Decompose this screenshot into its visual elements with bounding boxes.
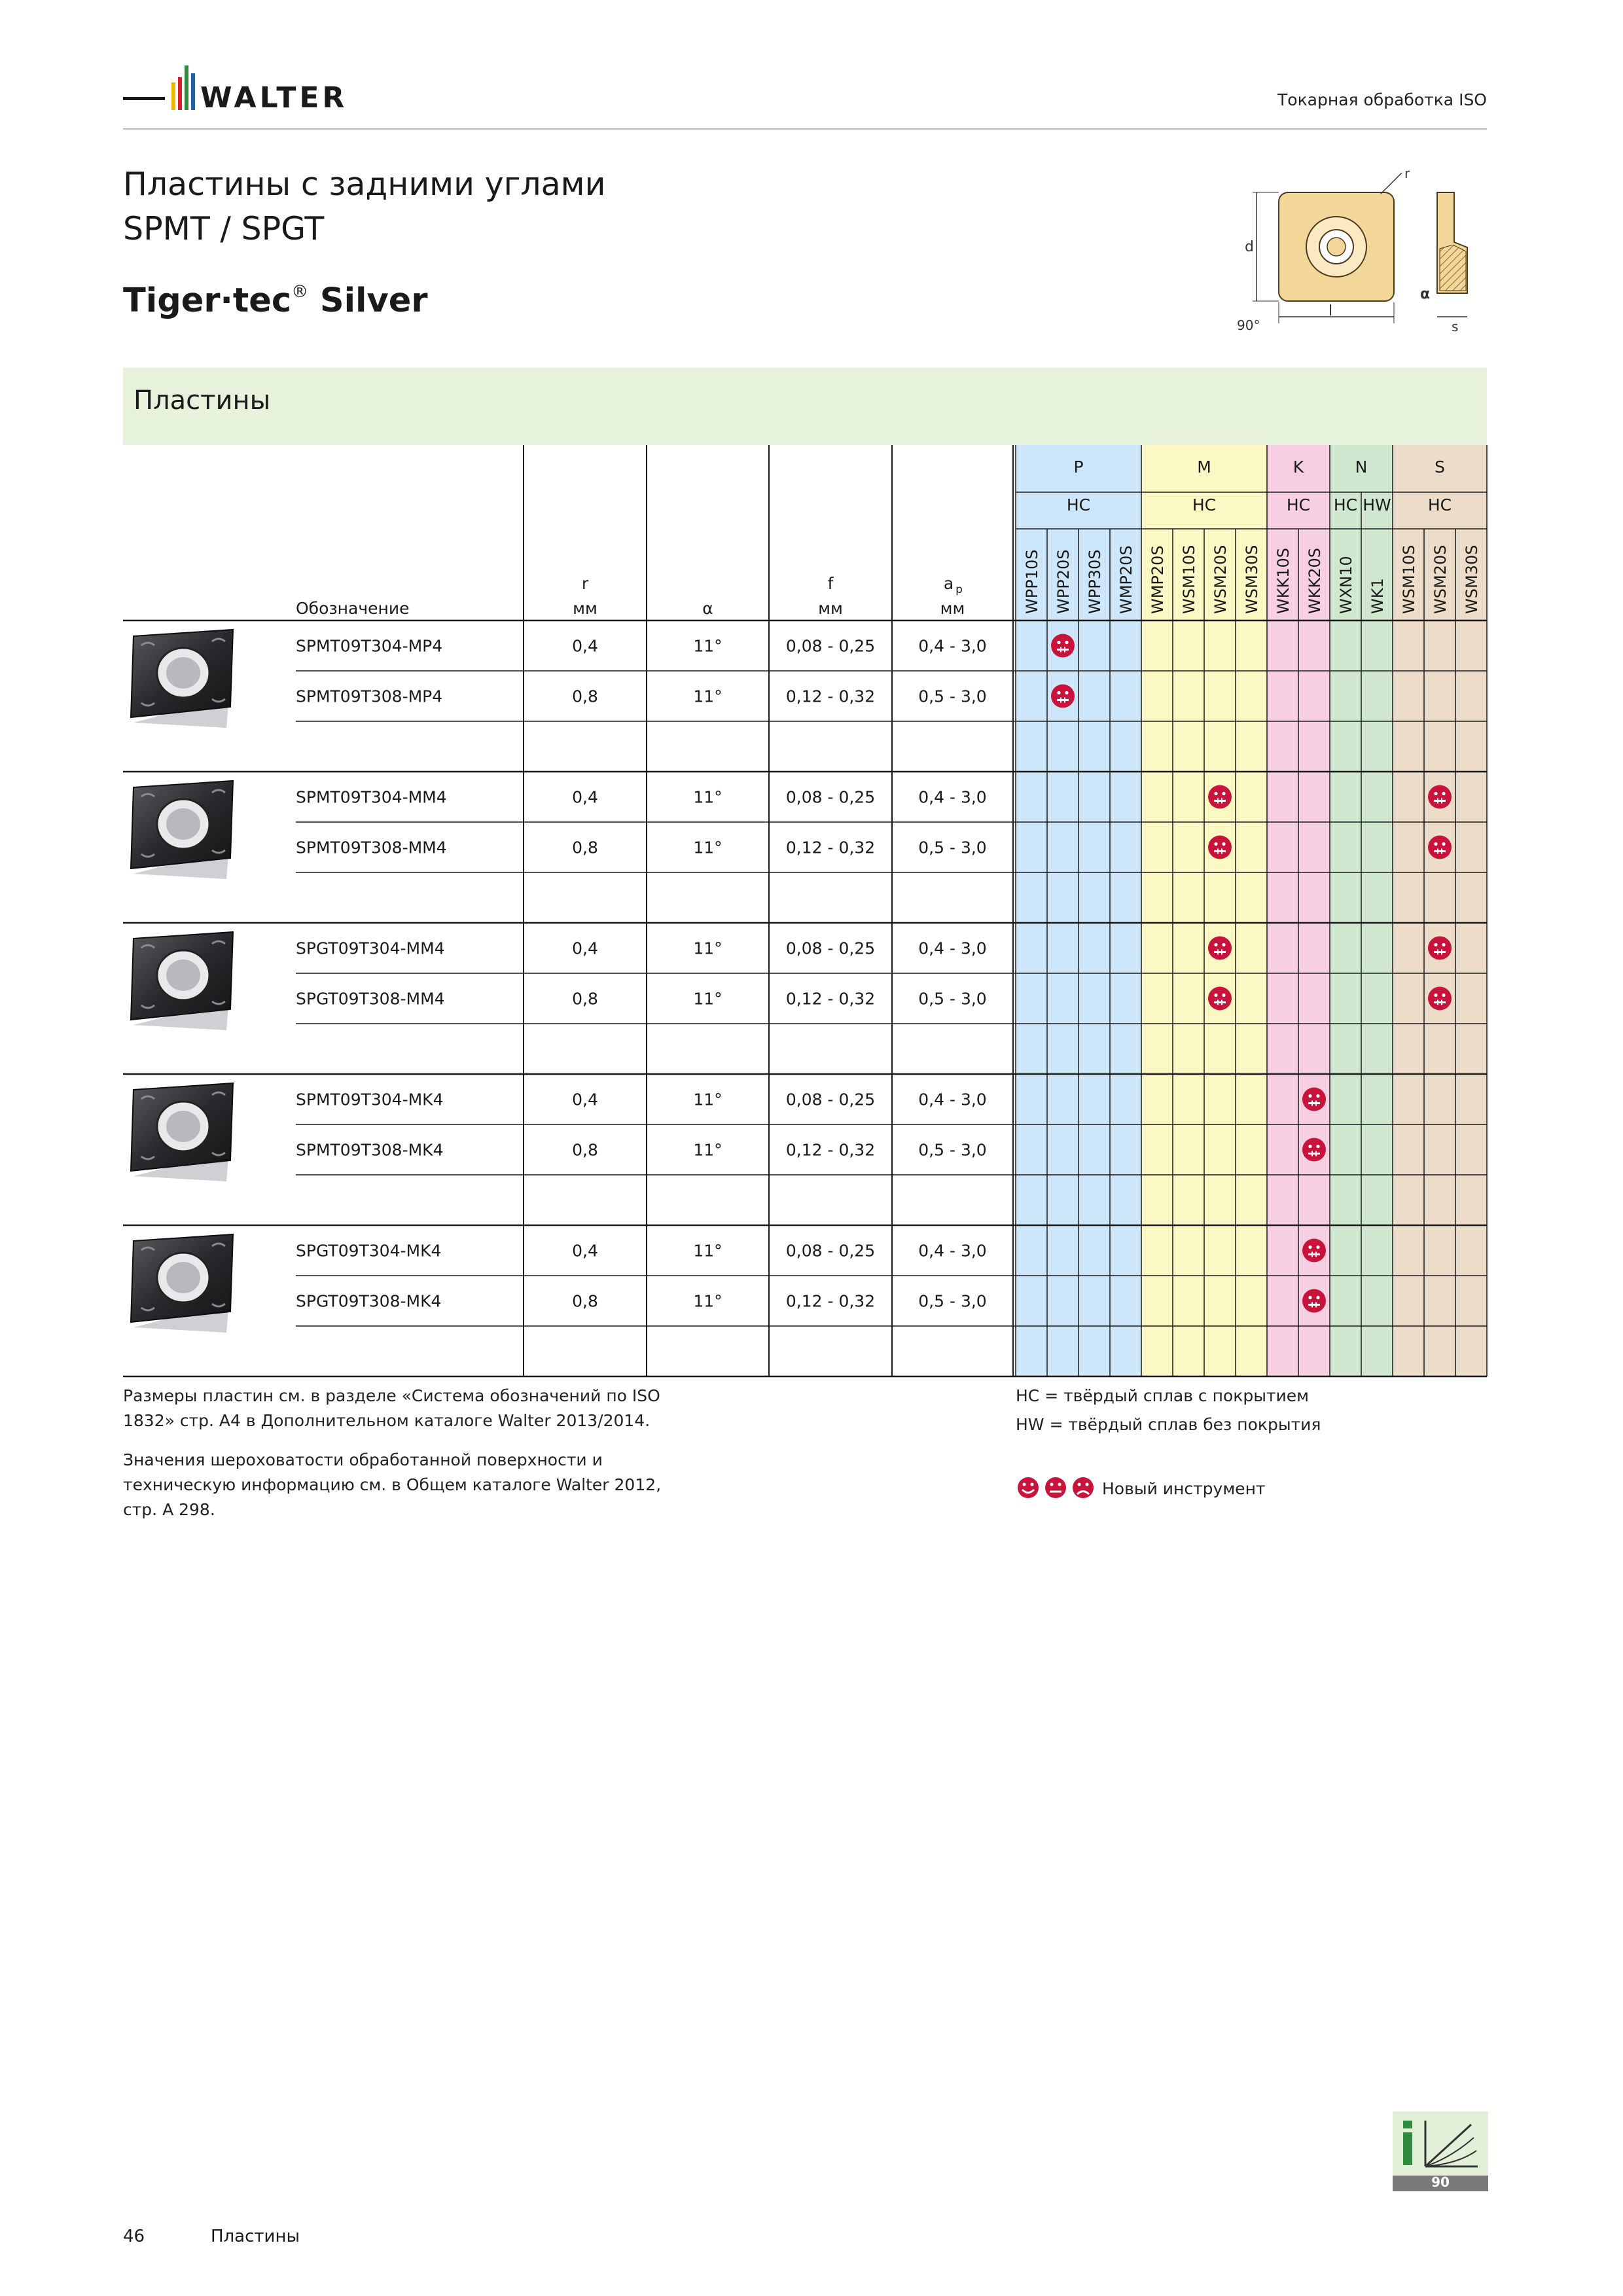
group-letter-K: K <box>1293 457 1304 476</box>
row-f: 0,12 - 0,32 <box>785 687 876 706</box>
header-r: r <box>581 574 589 593</box>
group-coating: HC <box>1333 495 1358 514</box>
header-ap-sub: p <box>955 583 963 596</box>
registered-mark: ® <box>291 282 309 302</box>
row-r: 0,8 <box>572 1140 598 1160</box>
smiley-happy-icon <box>1018 1477 1039 1498</box>
new-tool-mark-icon <box>1428 937 1452 960</box>
new-tool-mark-icon <box>1428 987 1452 1011</box>
new-tool-mark-icon <box>1208 937 1232 960</box>
new-tool-mark-icon <box>1208 836 1232 859</box>
new-tool-mark-icon <box>1208 987 1232 1011</box>
row-ap: 0,5 - 3,0 <box>918 989 987 1009</box>
row-ap: 0,5 - 3,0 <box>918 1140 987 1160</box>
row-designation: SPGT09T304-MM4 <box>296 939 445 958</box>
insert-photo <box>131 1234 233 1333</box>
row-alpha: 11° <box>693 787 722 807</box>
grade-name: WSM30S <box>1243 545 1261 614</box>
group-letter-S: S <box>1435 457 1445 476</box>
new-tool-mark-icon <box>1302 1289 1326 1313</box>
insert-photo <box>131 1083 233 1181</box>
group-letter-N: N <box>1355 457 1368 476</box>
note-iso-designation: Размеры пластин см. в разделе «Система обозначений по ISO 1832» стр. A4 в Дополнительном каталоге Walter 2013/2014. <box>123 1386 660 1430</box>
drawing-label-l: l <box>1329 303 1333 319</box>
row-designation: SPGT09T308-MM4 <box>296 989 445 1009</box>
grade-name: WKK10S <box>1274 548 1293 614</box>
header-section-label: Токарная обработка ISO <box>1277 90 1487 109</box>
row-alpha: 11° <box>693 687 722 706</box>
row-ap: 0,4 - 3,0 <box>918 636 987 656</box>
row-alpha: 11° <box>693 1140 722 1160</box>
row-designation: SPMT09T304-MM4 <box>296 787 447 807</box>
header-f: f <box>827 574 834 593</box>
row-alpha: 11° <box>693 1090 722 1109</box>
group-coating: HC <box>1427 495 1452 514</box>
page-title-line1: Пластины с задними углами <box>123 166 606 203</box>
grade-name: WSM30S <box>1463 545 1481 614</box>
footer-section: Пластины <box>211 2227 300 2246</box>
row-f: 0,08 - 0,25 <box>785 636 876 656</box>
row-designation: SPGT09T304-MK4 <box>296 1241 442 1261</box>
row-r: 0,8 <box>572 687 598 706</box>
grade-name: WPP30S <box>1086 549 1104 614</box>
drawing-label-r: r <box>1404 166 1410 181</box>
grade-name: WPP10S <box>1023 549 1041 614</box>
group-coating: HC <box>1286 495 1311 514</box>
grade-name: WPP20S <box>1054 549 1073 614</box>
product-line-name: Tiger·tec <box>123 281 292 320</box>
header-alpha: α <box>702 599 713 618</box>
section-title: Пластины <box>134 386 271 416</box>
header-f-unit: мм <box>818 599 843 618</box>
group-coating: HC <box>1192 495 1217 514</box>
row-f: 0,08 - 0,25 <box>785 787 876 807</box>
new-tool-mark-icon <box>1302 1239 1326 1263</box>
row-r: 0,4 <box>572 1090 598 1109</box>
new-tool-mark-icon <box>1302 1088 1326 1111</box>
header-ap: a <box>943 574 954 593</box>
grade-name: WMP20S <box>1149 545 1167 614</box>
grade-name: WSM20S <box>1211 545 1230 614</box>
row-designation: SPMT09T308-MM4 <box>296 838 447 857</box>
drawing-label-s: s <box>1452 319 1459 334</box>
row-r: 0,8 <box>572 989 598 1009</box>
row-alpha: 11° <box>693 1241 722 1261</box>
grade-name: WKK20S <box>1306 548 1324 614</box>
grade-name: WMP20S <box>1117 545 1135 614</box>
grade-name: WSM10S <box>1180 545 1198 614</box>
insert-photo <box>131 932 233 1030</box>
row-ap: 0,5 - 3,0 <box>918 1291 987 1311</box>
insert-photo <box>131 781 233 879</box>
row-designation: SPMT09T304-MK4 <box>296 1090 444 1109</box>
row-f: 0,08 - 0,25 <box>785 1241 876 1261</box>
new-tool-mark-icon <box>1428 785 1452 809</box>
grade-name: WK1 <box>1368 578 1387 614</box>
legend-hw: HW = твёрдый сплав без покрытия <box>1016 1415 1321 1434</box>
drawing-label-alpha: α <box>1420 286 1431 302</box>
new-tool-mark-icon <box>1051 685 1075 708</box>
row-alpha: 11° <box>693 636 722 656</box>
group-coating: HC <box>1066 495 1091 514</box>
row-designation: SPGT09T308-MK4 <box>296 1291 442 1311</box>
header-ap-unit: мм <box>940 599 965 618</box>
new-tool-mark-icon <box>1428 836 1452 859</box>
grade-name: WSM20S <box>1431 545 1450 614</box>
row-designation: SPMT09T308-MK4 <box>296 1140 444 1160</box>
legend-new-tool: Новый инструмент <box>1102 1479 1266 1498</box>
page-number: 46 <box>123 2227 145 2246</box>
row-ap: 0,4 - 3,0 <box>918 1090 987 1109</box>
brand-name: WALTER <box>200 81 348 115</box>
row-alpha: 11° <box>693 838 722 857</box>
row-f: 0,12 - 0,32 <box>785 989 876 1009</box>
row-alpha: 11° <box>693 1291 722 1311</box>
new-tool-icons <box>1016 1474 1096 1501</box>
row-designation: SPMT09T304-MP4 <box>296 636 443 656</box>
group-letter-P: P <box>1073 457 1084 476</box>
note-roughness: Значения шероховатости обработанной поверхности и техническую информацию см. в Общем каталоге Walter 2012, стр. A 298. <box>123 1450 662 1519</box>
row-f: 0,12 - 0,32 <box>785 1291 876 1311</box>
info-badge-number: 90 <box>1431 2174 1450 2190</box>
new-tool-mark-icon <box>1208 785 1232 809</box>
drawing-label-90: 90° <box>1237 317 1260 333</box>
drawing-label-d: d <box>1245 239 1254 255</box>
group-letter-M: M <box>1197 457 1211 476</box>
legend-hc: HC = твёрдый сплав с покрытием <box>1016 1386 1310 1405</box>
row-r: 0,4 <box>572 636 598 656</box>
row-r: 0,4 <box>572 787 598 807</box>
row-alpha: 11° <box>693 989 722 1009</box>
insert-photo <box>131 630 233 728</box>
header-designation: Обозначение <box>296 599 410 618</box>
row-ap: 0,4 - 3,0 <box>918 939 987 958</box>
product-line-suffix: Silver <box>308 281 428 320</box>
smiley-sad-icon <box>1073 1477 1094 1498</box>
row-f: 0,12 - 0,32 <box>785 838 876 857</box>
row-r: 0,8 <box>572 838 598 857</box>
row-ap: 0,4 - 3,0 <box>918 1241 987 1261</box>
new-tool-mark-icon <box>1302 1138 1326 1162</box>
row-ap: 0,4 - 3,0 <box>918 787 987 807</box>
page-title-line2: SPMT / SPGT <box>123 210 325 247</box>
row-f: 0,12 - 0,32 <box>785 1140 876 1160</box>
row-r: 0,4 <box>572 1241 598 1261</box>
row-f: 0,08 - 0,25 <box>785 1090 876 1109</box>
smiley-neutral-icon <box>1045 1477 1066 1498</box>
row-f: 0,08 - 0,25 <box>785 939 876 958</box>
row-alpha: 11° <box>693 939 722 958</box>
row-r: 0,4 <box>572 939 598 958</box>
grade-name: WXN10 <box>1337 556 1355 614</box>
row-ap: 0,5 - 3,0 <box>918 687 987 706</box>
group-coating: HW <box>1363 495 1391 514</box>
row-ap: 0,5 - 3,0 <box>918 838 987 857</box>
header-r-unit: мм <box>573 599 597 618</box>
row-r: 0,8 <box>572 1291 598 1311</box>
grade-name: WSM10S <box>1400 545 1418 614</box>
row-designation: SPMT09T308-MP4 <box>296 687 443 706</box>
new-tool-mark-icon <box>1051 634 1075 658</box>
